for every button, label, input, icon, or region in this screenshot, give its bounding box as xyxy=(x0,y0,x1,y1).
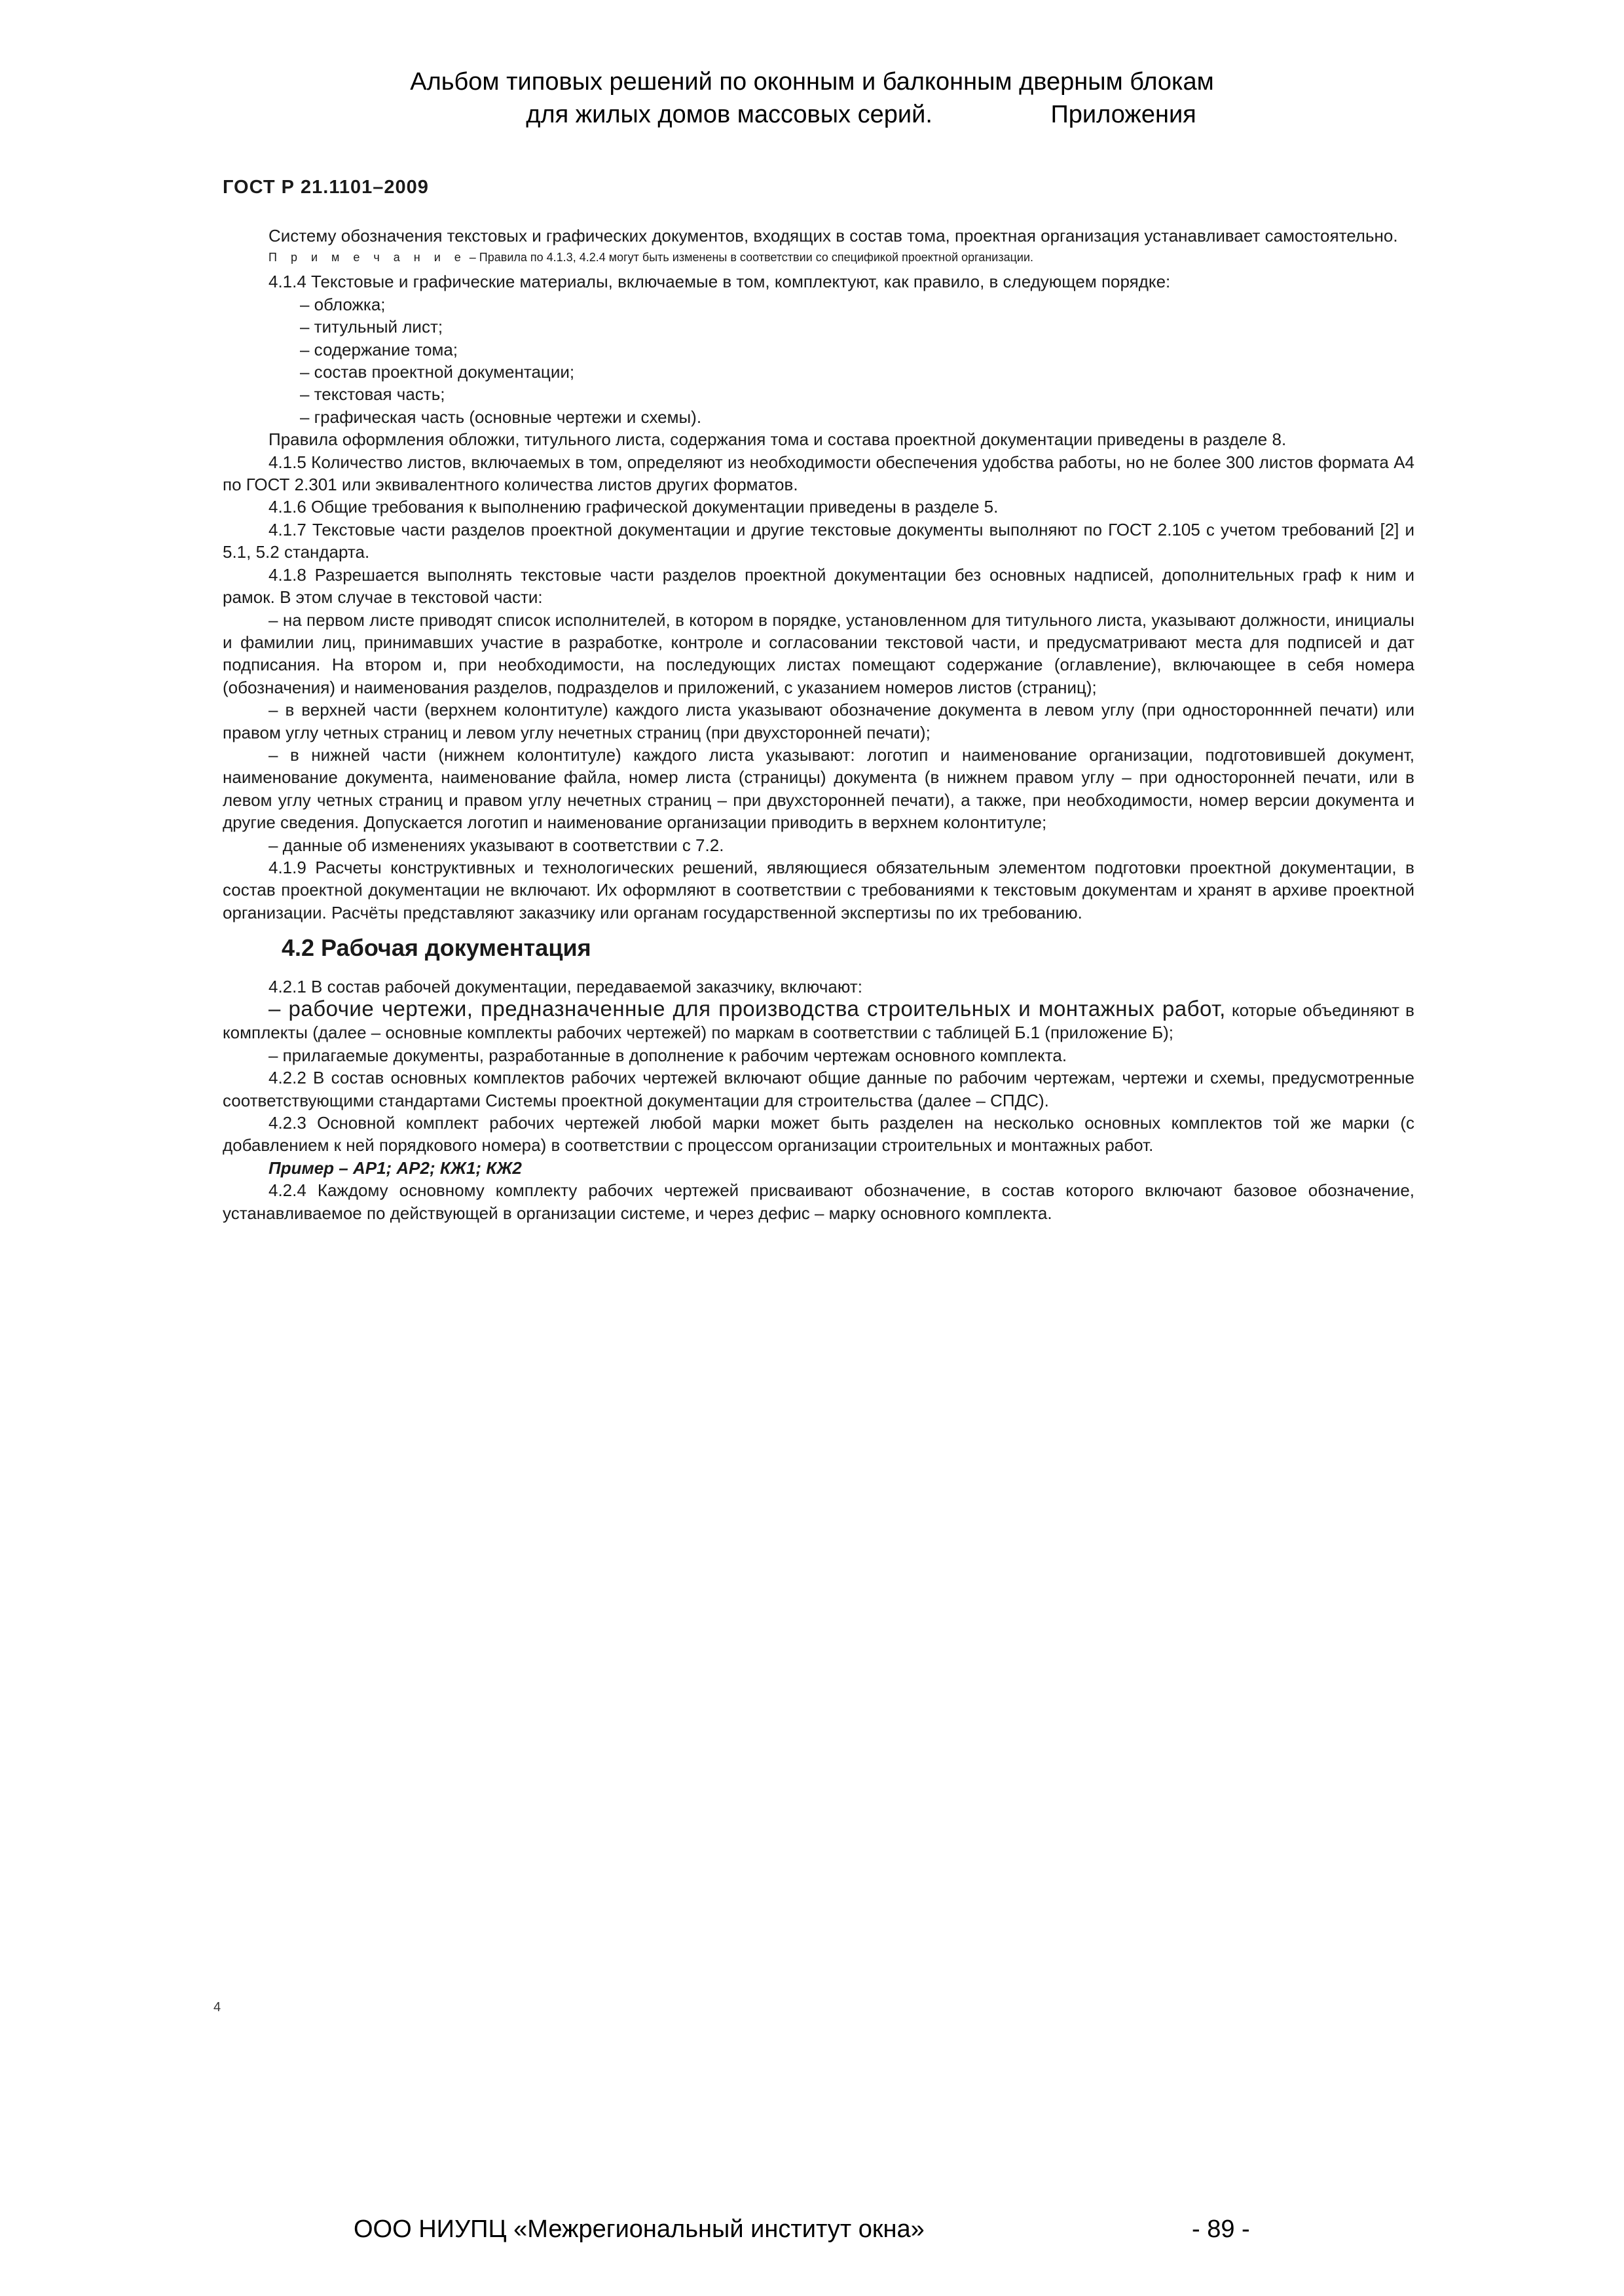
list-item: – текстовая часть; xyxy=(300,384,445,405)
paragraph-4-2-1-b: – прилагаемые документы, разработанные в дополнение к рабочим чертежам основного комплекта. xyxy=(268,1045,1067,1065)
paragraph-4-2-1-a-lead: – рабочие чертежи, предназначенные для производства строительных и монтажных работ, xyxy=(268,996,1226,1021)
list-item: – состав проектной документации; xyxy=(300,362,575,382)
list-item: – графическая часть (основные чертежи и схемы). xyxy=(300,407,702,427)
header-title-line2 xyxy=(0,98,1624,131)
paragraph-4-1-5: 4.1.5 Количество листов, включаемых в том, определяют из необходимости обеспечения удобства работы, но не более 300 листов формата А4 по ГОСТ 2.301 или эквивалентного количества листов других форматов. xyxy=(223,452,1414,495)
paragraph-rules: Правила оформления обложки, титульного листа, содержания тома и состава проектной документации приведены в разделе 8. xyxy=(268,429,1287,450)
paragraph-4-2-1: 4.2.1 В состав рабочей документации, передаваемой заказчику, включают: xyxy=(268,976,862,996)
paragraph-4-1-8-a: – на первом листе приводят список исполнителей, в котором в порядке, установленном для титульного листа, указывают должности, инициалы и фамилии лиц, принимавших участие в разработке, контроле и согласовании текстовой части, и предусматривают места для подписей и дат подписания. На втором и, при необходимости, на последующих листах помещают содержание (оглавление), включающее в себя номера (обозначения) и наименования разделов, подразделов и приложений, с указанием номеров листов (страниц); xyxy=(223,610,1414,697)
gost-title: ГОСТ Р 21.1101–2009 xyxy=(223,177,429,198)
list-item: – содержание тома; xyxy=(300,339,458,359)
paragraph-4-1-4: 4.1.4 Текстовые и графические материалы, включаемые в том, комплектуют, как правило, в следующем порядке: xyxy=(268,272,1171,292)
page-header xyxy=(0,65,1624,131)
paragraph-4-1-8-d: – данные об изменениях указывают в соответствии с 7.2. xyxy=(268,835,724,855)
paragraph-4-1-8: 4.1.8 Разрешается выполнять текстовые части разделов проектной документации без основных надписей, дополнительных граф к ним и рамок. В этом случае в текстовой части: xyxy=(223,564,1414,608)
paragraph-4-2-3: 4.2.3 Основной комплект рабочих чертежей любой марки может быть разделен на несколько основных комплектов той же марки (с добавлением к ней порядкового номера) в соответствии с процессом организации строительных и монтажных работ. xyxy=(223,1113,1414,1156)
header-appendix: Приложения xyxy=(1050,101,1196,128)
paragraph-4-2-2: 4.2.2 В состав основных комплектов рабочих чертежей включают общие данные по рабочим чертежам, чертежи и схемы, предусмотренные соответствующими стандартами Системы проектной документации для строительства (далее – СПДС). xyxy=(223,1068,1414,1110)
paragraph-4-1-7: 4.1.7 Текстовые части разделов проектной документации и другие текстовые документы выполняют по ГОСТ 2.105 с учетом требований [2] и 5.1, 5.2 стандарта. xyxy=(223,519,1414,562)
note xyxy=(223,249,1414,265)
note-label: П р и м е ч а н и е xyxy=(268,251,466,264)
list-item: – обложка; xyxy=(300,294,386,314)
list-item: – титульный лист; xyxy=(300,317,443,337)
paragraph-4-1-8-c: – в нижней части (нижнем колонтитуле) каждого листа указывают: логотип и наименование организации, подготовившей документ, наименование документа, наименование файла, номер листа (страницы) документа (в нижнем правом углу – при односторонней печати, или в левом углу четных страниц и правом углу нечетных страниц – при двухсторонней печати), а также, при необходимости, номер версии документа и другие сведения. Допускается логотип и наименование организации приводить в верхнем колонтитуле; xyxy=(223,744,1414,833)
footer-organization: ООО НИУПЦ «Межрегиональный институт окна» xyxy=(354,2215,925,2243)
inner-page-number: 4 xyxy=(213,2000,221,2014)
scanned-gost-page xyxy=(223,177,1414,1224)
example-line: Пример – АР1; АР2; КЖ1; КЖ2 xyxy=(268,1157,522,1178)
paragraph-4-1-9: 4.1.9 Расчеты конструктивных и технологических решений, являющиеся обязательным элементом подготовки проектной документации, в состав проектной документации не включают. Их оформляют в соответствии с требованиями к текстовым документам и хранят в архиве проектной организации. Расчёты представляют заказчику или органам государственной экспертизы по их требованию. xyxy=(223,857,1414,922)
note-text: – Правила по 4.1.3, 4.2.4 могут быть изменены в соответствии со спецификой проектной организации. xyxy=(466,251,1034,264)
paragraph-4-1-6: 4.1.6 Общие требования к выполнению графической документации приведены в разделе 5. xyxy=(268,497,999,517)
paragraph-system: Систему обозначения текстовых и графических документов, входящих в состав тома, проектная организация устанавливает самостоятельно. xyxy=(268,226,1398,246)
header-series: для жилых домов массовых серий. xyxy=(526,101,932,128)
paragraph-4-2-4: 4.2.4 Каждому основному комплекту рабочих чертежей присваивают обозначение, в состав которого включают базовое обозначение, устанавливаемое по действующей в организации системе, и через дефис – марку основного комплекта. xyxy=(223,1180,1414,1223)
footer-page-number: - 89 - xyxy=(1192,2215,1250,2243)
header-title-line1: Альбом типовых решений по оконным и балконным дверным блокам xyxy=(410,68,1214,96)
paragraph-4-2-1-a xyxy=(223,998,1414,1044)
section-title-4-2: 4.2 Рабочая документация xyxy=(282,934,591,962)
document-body xyxy=(223,225,1414,1224)
paragraph-4-2-1-a-rest: которые объединяют в комплекты (далее – основные комплекты рабочих чертежей) по маркам в соответствии с таблицей Б.1 (приложение Б); xyxy=(223,1000,1414,1043)
paragraph-4-1-8-b: – в верхней части (верхнем колонтитуле) каждого листа указывают обозначение документа в левом углу (при одностороннней печати) или правом углу четных страниц и левом углу нечетных страниц (при двухсторонней печати); xyxy=(223,700,1414,742)
